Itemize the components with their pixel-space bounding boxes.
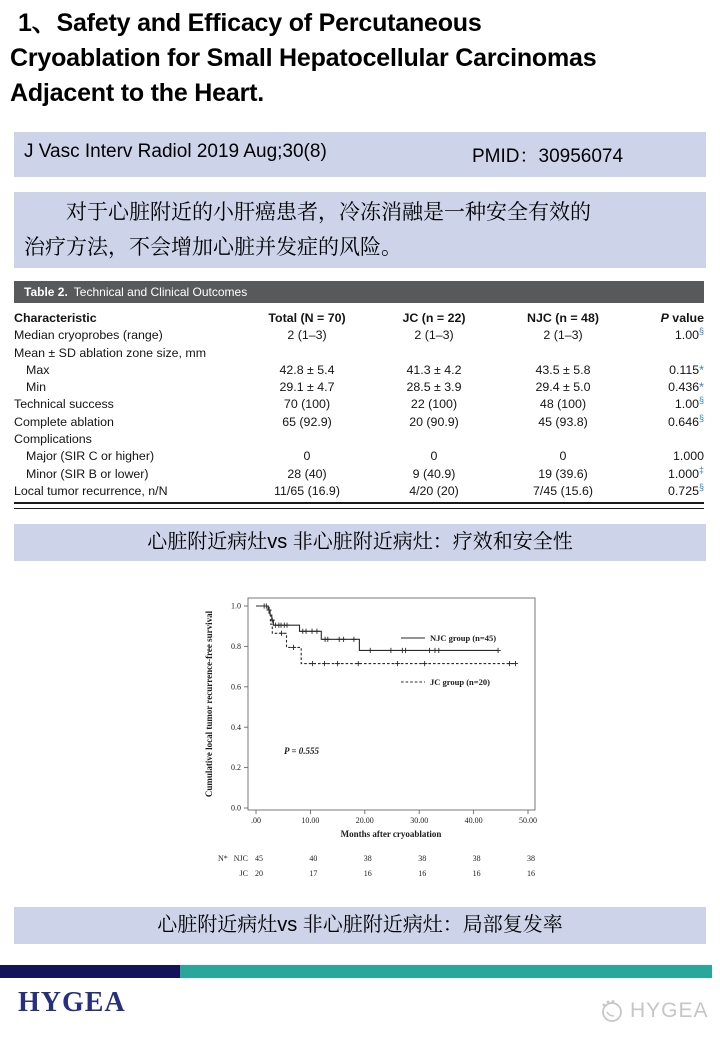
brand-logo-text: HYGEA — [18, 987, 126, 1018]
p-value-cell: 0.115* — [669, 362, 704, 377]
p-value-annotation: P = 0.555 — [284, 746, 320, 756]
y-tick-label: 0.4 — [231, 722, 241, 732]
p-value-cell: 1.000 — [672, 449, 704, 464]
watermark — [598, 998, 709, 1024]
at-risk-value: 38 — [418, 854, 427, 863]
table-header-cell: P value — [660, 311, 704, 325]
table-cell — [496, 431, 630, 448]
at-risk-label: N* — [218, 854, 228, 863]
table-cell: 19 (39.6) — [538, 466, 588, 481]
table-cell: 41.3 ± 4.2 — [406, 362, 462, 377]
page-title — [10, 6, 714, 111]
table-cell: 2 (1–3) — [287, 328, 327, 343]
table-row — [14, 379, 704, 396]
title-line-3: Adjacent to the Heart. — [10, 79, 264, 107]
table-cell: 0 — [559, 449, 567, 464]
summary-line-2: 治疗方法，不会增加心脏并发症的风险。 — [24, 236, 402, 259]
at-risk-value: 38 — [472, 854, 481, 863]
table-cell: 9 (40.9) — [412, 466, 456, 481]
table-cell: 11/65 (16.9) — [274, 483, 340, 498]
table-cell: 7/45 (15.6) — [533, 483, 593, 498]
summary-line-1: 对于心脏附近的小肝癌患者，冷冻消融是一种安全有效的 — [66, 201, 591, 224]
table-caption — [14, 281, 704, 303]
p-value-cell: 1.000‡ — [667, 464, 704, 481]
p-value-cell — [630, 345, 704, 362]
title-line-1: 1、Safety and Efficacy of Percutaneous — [18, 9, 482, 37]
at-risk-value: 16 — [527, 869, 535, 878]
y-tick-label: 0.8 — [231, 642, 241, 651]
at-risk-value: 38 — [527, 854, 535, 863]
at-risk-value: 20 — [255, 869, 263, 878]
table-row-label: Mean ± SD ablation zone size, mm — [14, 345, 207, 360]
table-row — [14, 414, 704, 431]
x-axis-title: Months after cryoablation — [340, 829, 442, 839]
at-risk-value: 17 — [309, 869, 318, 878]
table-cell: 65 (92.9) — [282, 414, 332, 429]
km-chart-svg — [198, 586, 548, 898]
table-row-label: Min — [26, 380, 46, 395]
table-cell: 48 (100) — [539, 397, 587, 412]
table-cell: 43.5 ± 5.8 — [535, 362, 591, 377]
table-cell: 4/20 (20) — [409, 483, 459, 498]
y-tick-label: 0.0 — [231, 803, 241, 813]
p-value-cell: 0.436* — [668, 380, 704, 395]
p-value-cell — [630, 431, 704, 448]
x-tick-label: 20.00 — [355, 816, 374, 825]
table-row-label: Minor (SIR B or lower) — [26, 466, 149, 481]
table-header-cell: NJC (n = 48) — [527, 311, 599, 325]
watermark-logo-icon — [598, 998, 624, 1024]
table-cell: 29.4 ± 5.0 — [535, 380, 591, 395]
footer-stripe — [0, 965, 712, 978]
table-row — [14, 396, 704, 413]
table-cell — [372, 345, 496, 362]
legend-label: JC group (n=20) — [430, 676, 490, 687]
table-row — [14, 466, 704, 483]
at-risk-value: 16 — [418, 869, 427, 878]
table-header-cell: Characteristic — [14, 311, 97, 325]
table-row-label: Max — [26, 362, 50, 377]
outcomes-table — [14, 281, 704, 509]
table-cell: 2 (1–3) — [414, 328, 454, 343]
p-value-cell: 0.725§ — [667, 481, 704, 498]
table-cell: 20 (90.9) — [409, 414, 459, 429]
at-risk-group-name: JC — [239, 869, 248, 878]
table-cell: 28 (40) — [287, 466, 327, 481]
table-row-label: Technical success — [14, 397, 114, 412]
table-cell: 29.1 ± 4.7 — [279, 380, 335, 395]
x-tick-label: 50.00 — [519, 816, 537, 825]
at-risk-value: 40 — [309, 854, 318, 863]
table-bottom-rule — [14, 502, 704, 509]
at-risk-value: 38 — [363, 854, 372, 863]
plot-frame — [248, 598, 535, 810]
title-line-2: Cryoablation for Small Hepatocellular Carcinomas — [10, 44, 597, 72]
band-efficacy: 心脏附近病灶vs 非心脏附近病灶：疗效和安全性 — [14, 524, 706, 561]
table-cell — [242, 345, 372, 362]
citation-bar — [14, 132, 706, 177]
footer-stripe-navy — [0, 965, 180, 978]
table-cell — [372, 431, 496, 448]
at-risk-value: 16 — [472, 869, 481, 878]
p-value-cell: 1.00§ — [674, 395, 704, 412]
table-row — [14, 483, 704, 500]
x-tick-label: 40.00 — [464, 816, 483, 825]
summary-bar — [14, 192, 706, 268]
table-cell: 45 (93.8) — [538, 414, 588, 429]
table-caption-text: Technical and Clinical Outcomes — [73, 285, 248, 299]
table-row-label: Complications — [14, 432, 92, 447]
p-value-cell: 1.00§ — [674, 326, 704, 343]
table-cell — [242, 431, 372, 448]
y-tick-label: 0.2 — [231, 763, 241, 773]
km-chart — [198, 586, 548, 898]
footer-stripe-teal — [180, 965, 712, 978]
table-cell: 0 — [303, 449, 311, 464]
table-header-row — [14, 310, 704, 327]
table-cell: 22 (100) — [410, 397, 458, 412]
table-cell — [496, 345, 630, 362]
table-row — [14, 448, 704, 465]
table-row-label: Major (SIR C or higher) — [26, 449, 155, 464]
table-row — [14, 327, 704, 344]
table-caption-label: Table 2. — [24, 285, 68, 299]
x-tick-label: 30.00 — [410, 816, 429, 825]
table-cell: 0 — [430, 449, 438, 464]
table-cell: 2 (1–3) — [543, 328, 583, 343]
watermark-text: HYGEA — [630, 999, 709, 1022]
at-risk-value: 45 — [255, 854, 263, 863]
table-row — [14, 345, 704, 362]
table-body — [14, 310, 704, 500]
x-tick-label: .00 — [251, 816, 261, 825]
y-axis-title: Cumulative local tumor recurrence-free survival — [204, 610, 214, 798]
table-cell: 42.8 ± 5.4 — [279, 362, 335, 377]
legend-label: NJC group (n=45) — [430, 632, 497, 643]
table-row — [14, 431, 704, 448]
table-cell: 28.5 ± 3.9 — [406, 380, 462, 395]
table-row-label: Local tumor recurrence, n/N — [14, 483, 168, 498]
y-tick-label: 0.6 — [231, 682, 241, 692]
table-row-label: Median cryoprobes (range) — [14, 328, 163, 343]
band-recurrence: 心脏附近病灶vs 非心脏附近病灶：局部复发率 — [14, 907, 706, 944]
p-value-cell: 0.646§ — [667, 412, 704, 429]
journal-reference: J Vasc Interv Radiol 2019 Aug;30(8) — [24, 141, 327, 162]
at-risk-value: 16 — [363, 869, 372, 878]
table-cell: 70 (100) — [283, 397, 331, 412]
table-row — [14, 362, 704, 379]
at-risk-group-name: NJC — [233, 854, 248, 863]
table-header-cell: Total (N = 70) — [268, 311, 346, 325]
table-row-label: Complete ablation — [14, 414, 114, 429]
table-header-cell: JC (n = 22) — [402, 311, 466, 325]
x-tick-label: 10.00 — [301, 816, 320, 825]
y-tick-label: 1.0 — [231, 601, 241, 611]
pmid-label: PMID：30956074 — [472, 146, 624, 167]
